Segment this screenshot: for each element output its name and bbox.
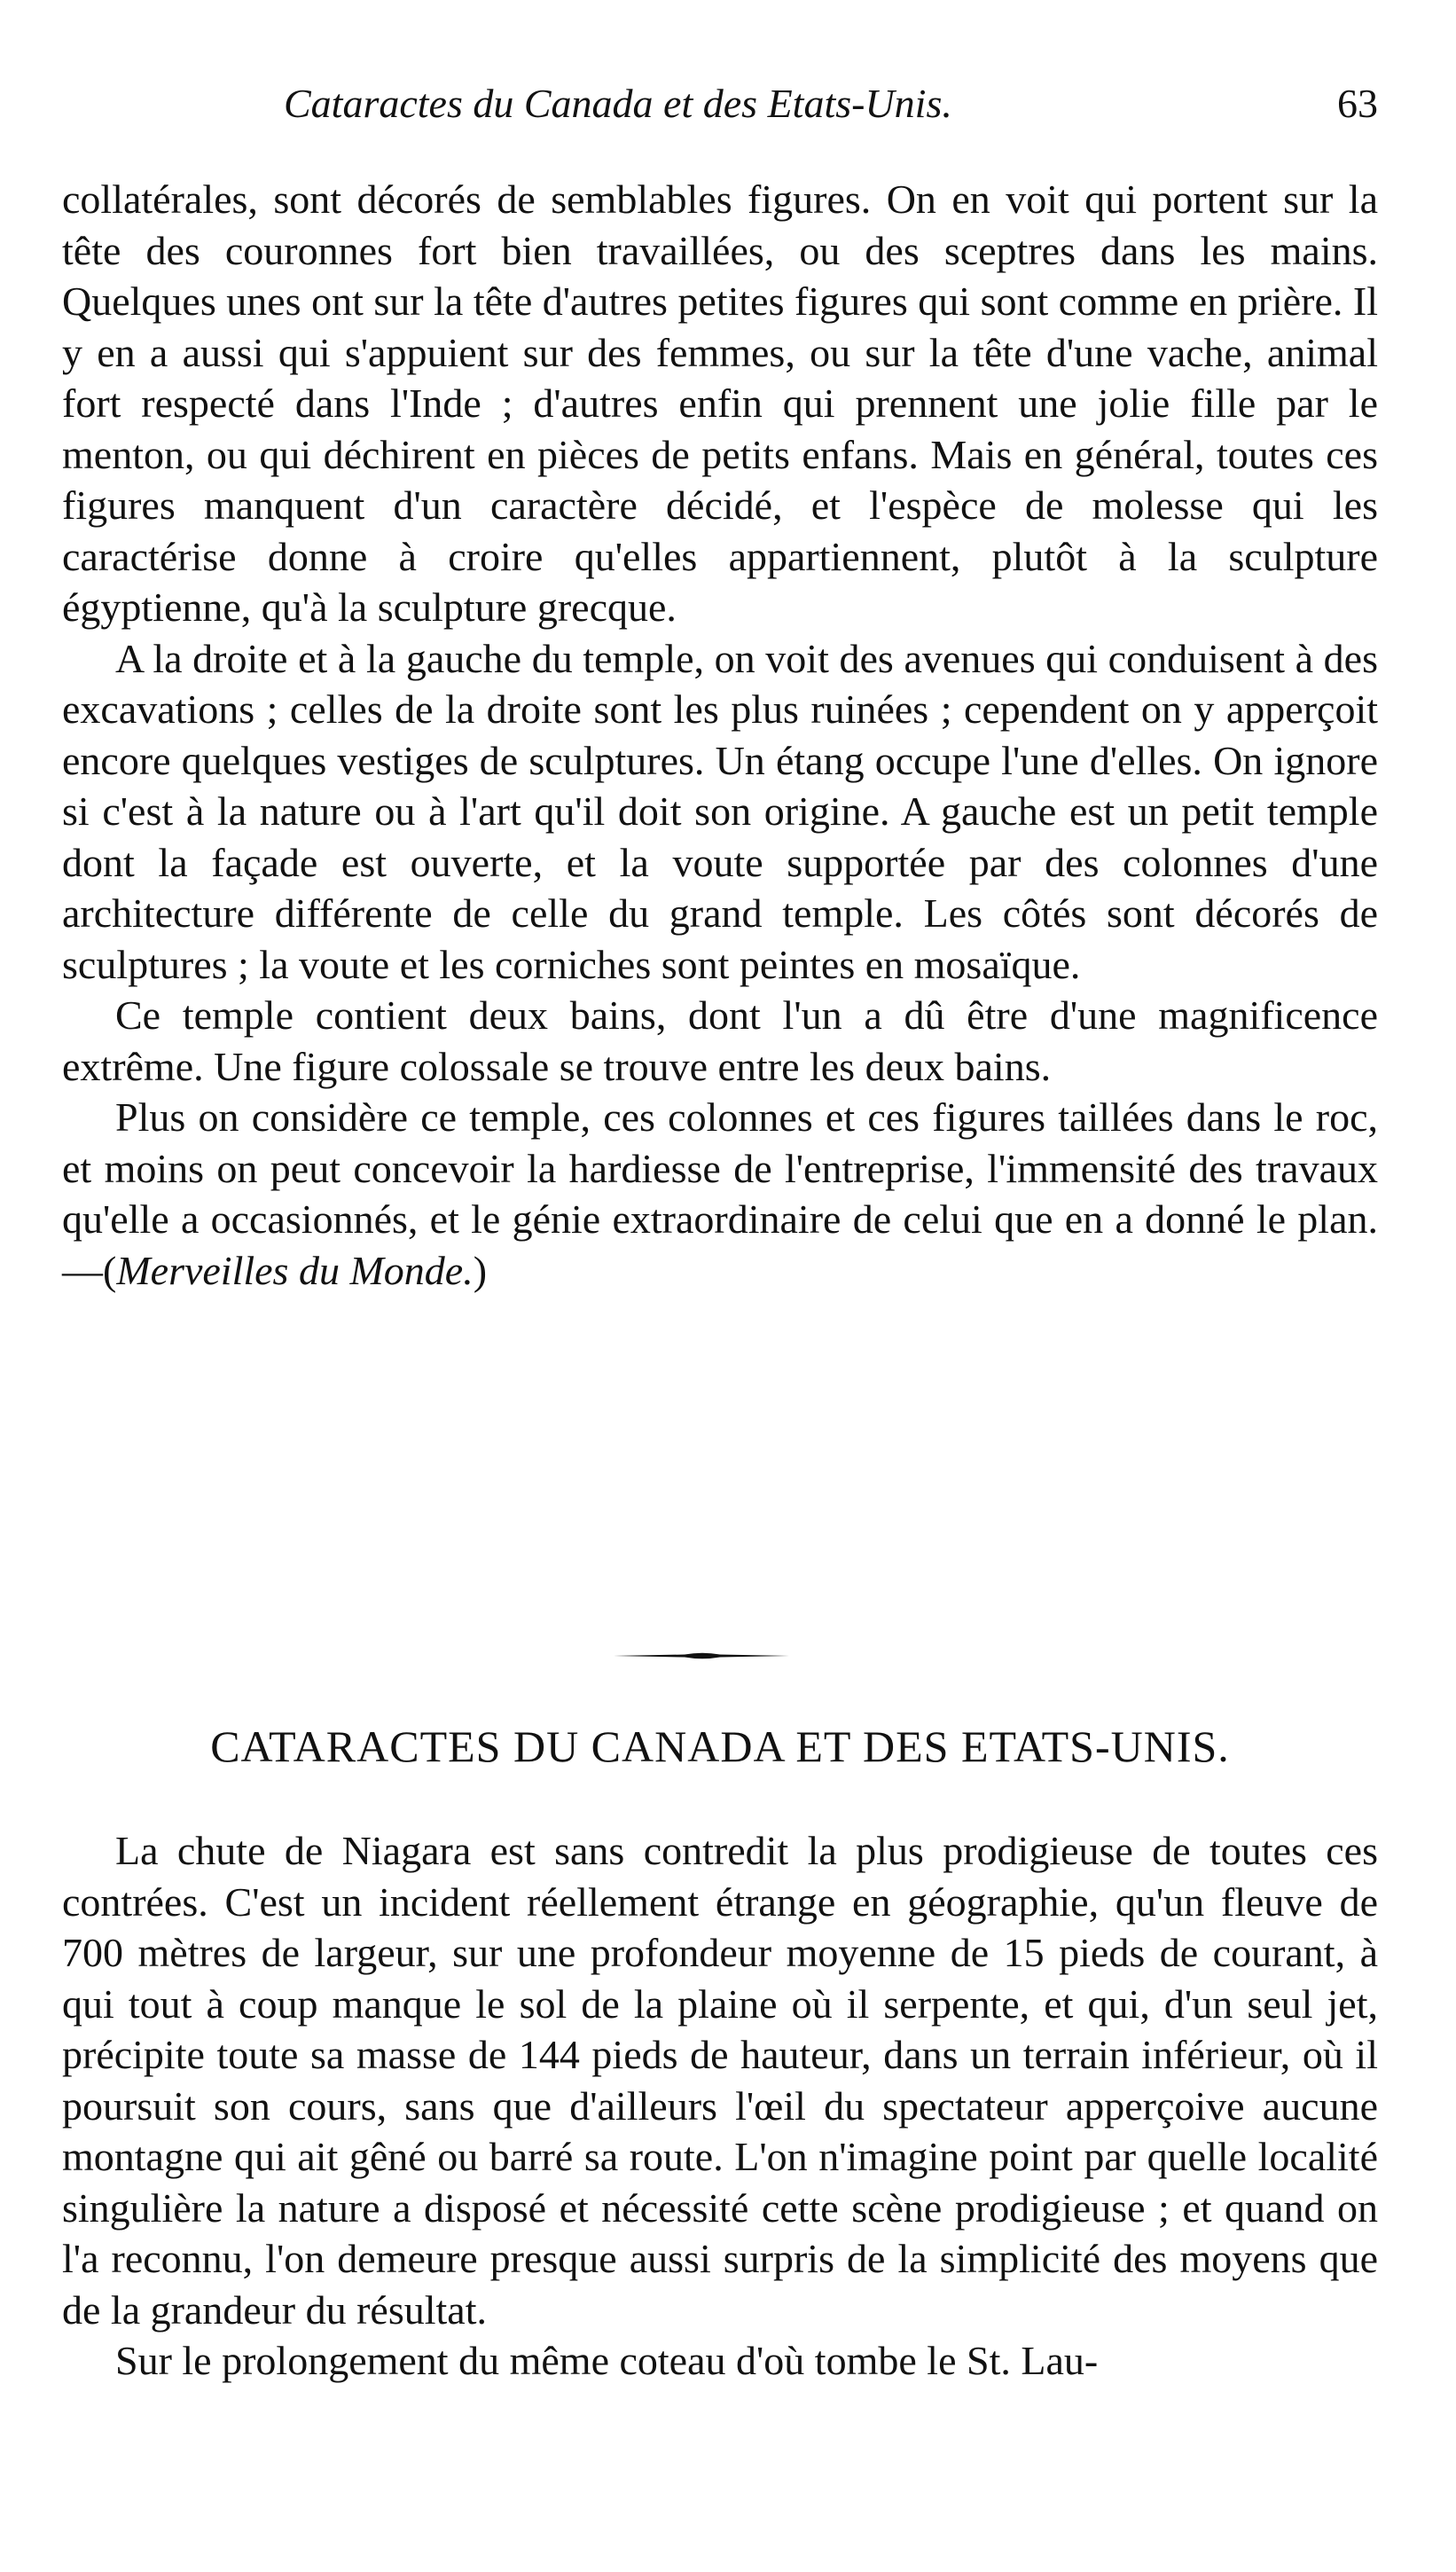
paragraph: La chute de Niagara est sans contredit la plus prodigieuse de toutes ces contrées. C'est un incident réellement étrange en géographie, qu'un fleuve de 700 mètres de largeur, sur une profondeur moyenne de 15 pieds de courant, à qui tout à coup manque le sol de la plaine où il serpente, et qui, d'un seul jet, précipite toute sa masse de 144 pieds de hauteur, dans un terrain inférieur, où il poursuit son cours, sans que d'ailleurs l'œil du spectateur apperçoive aucune montagne qui ait gêné ou barré sa route. L'on n'imagine point par quelle localité singulière la nature a disposé et nécessité cette scène prodigieuse ; et quand on l'a reconnu, l'on demeure presque aussi surpris de la simplicité des moyens que de la grandeur du résultat. [62,1828,1378,2333]
running-title: Cataractes du Canada et des Etats-Unis. [284,81,952,126]
running-head [62,80,1378,133]
article-body [62,1825,1378,2387]
paragraph: A la droite et à la gauche du temple, on voit des avenues qui conduisent à des excavations ; celles de la droite sont les plus ruinées ; cependent on y apperçoit encore quelques vestiges de sculptures. Un étang occupe l'une d'elles. On ignore si c'est à la nature ou à l'art qu'il doit son origine. A gauche est un petit temple dont la façade est ouverte, et la voute supportée par des colonnes d'une architecture différente de celle du grand temple. Les côtés sont décorés de sculptures ; la voute et les corniches sont peintes en mosaïque. [62,635,1378,987]
paragraph: Ce temple contient deux bains, dont l'un a dû être d'une magnificence extrême. Une figure colossale se trouve entre les deux bains. [62,992,1378,1089]
ornamental-divider [614,1651,791,1660]
source-citation: Merveilles du Monde. [116,1247,474,1293]
paragraph: collatérales, sont décorés de semblables figures. On en voit qui portent sur la tête des couronnes fort bien travaillées, ou des sceptres dans les mains. Quelques unes ont sur la tête d'autres petites figures qui sont comme en prière. Il y en a aussi qui s'appuient sur des femmes, ou sur la tête d'une vache, animal fort respecté dans l'Inde ; d'autres enfin qui prennent une jolie fille par le menton, ou qui déchirent en pièces de petits enfans. Mais en général, toutes ces figures manquent d'un caractère décidé, et l'espèce de molesse qui les caractérise donne à croire qu'elles appartiennent, plutôt à la sculpture égyptienne, qu'à la sculpture grecque. [62,176,1378,630]
paragraph-closing [62,1092,1378,1296]
citation-close: ) [473,1247,488,1293]
book-page [62,0,1378,2572]
paragraph-text: Plus on considère ce temple, ces colonnes et ces figures taillées dans le roc, et moins on peut concevoir la hardiesse de l'entreprise, l'immensité des travaux qu'elle a occasionnés, et le génie extraordinaire de celui que en a donné le plan.—( [62,1094,1378,1293]
paragraph: Sur le prolongement du même coteau d'où tombe le St. Lau- [115,2338,1099,2383]
section-title: CATARACTES DU CANADA ET DES ETATS-UNIS. [210,1721,1230,1771]
article-continuation [62,174,1378,1296]
page-number: 63 [1337,81,1378,126]
